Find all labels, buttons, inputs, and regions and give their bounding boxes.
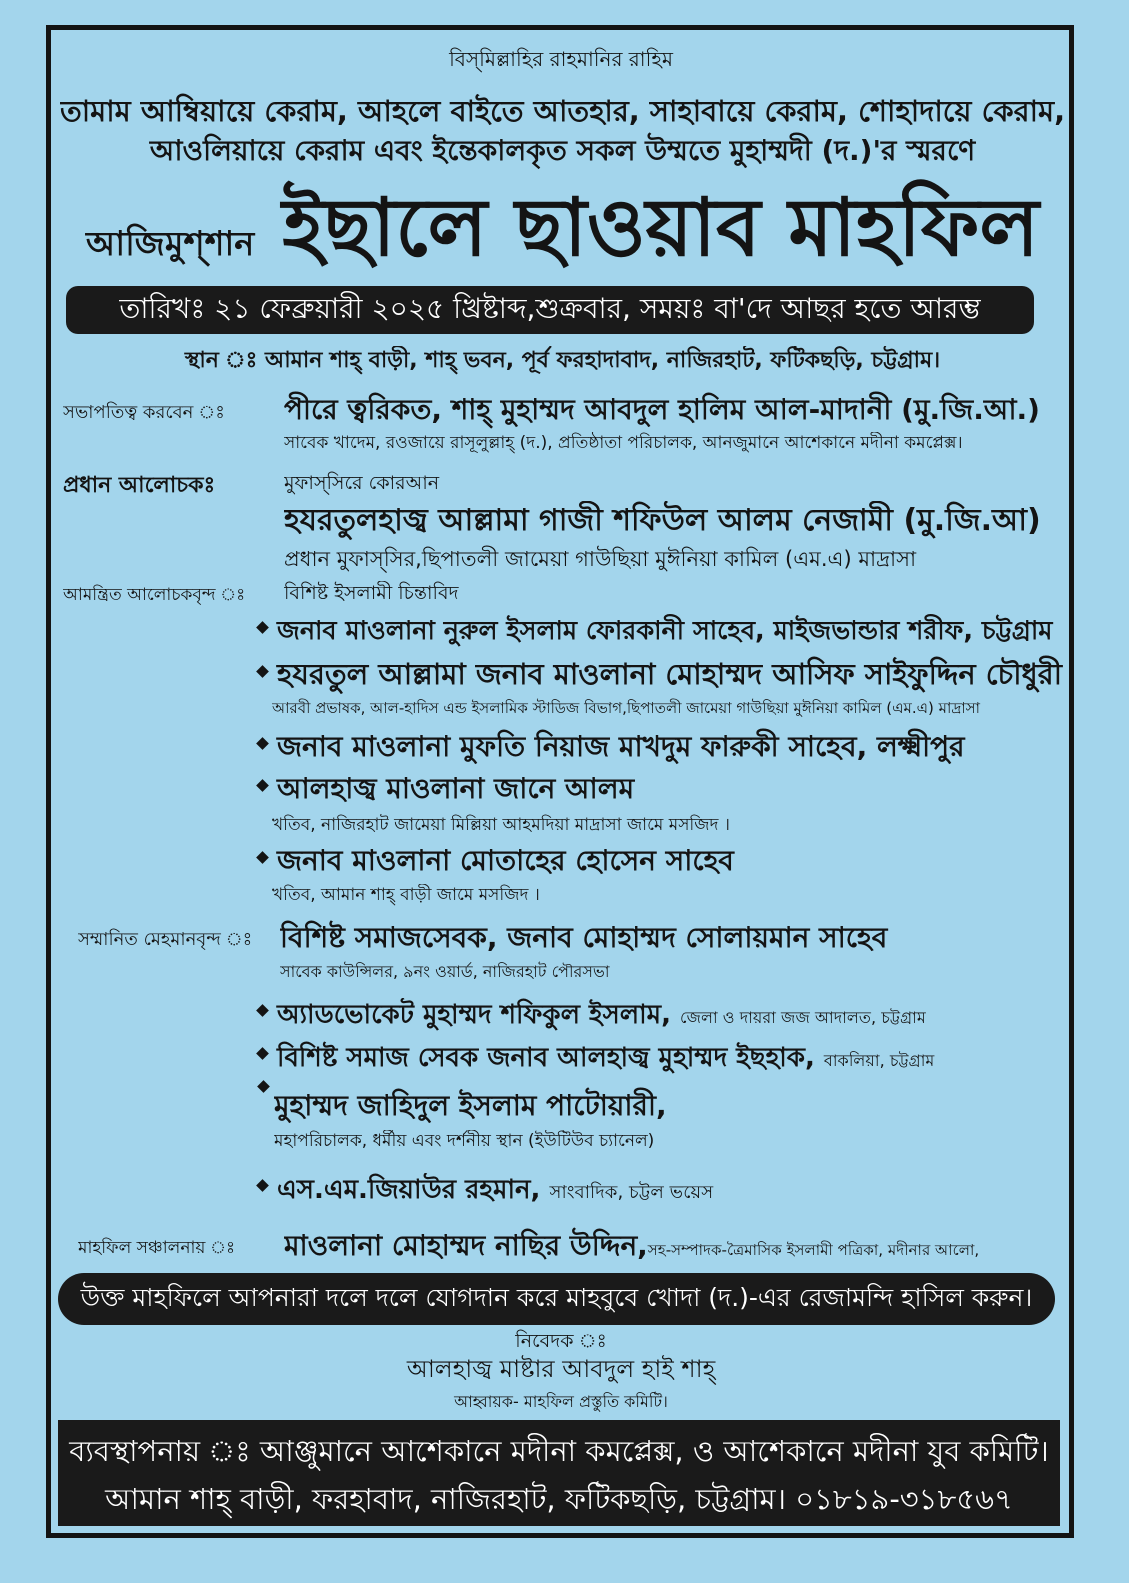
event-title: ইছালে ছাওয়াব মাহফিল (282, 181, 1039, 274)
invited-speaker-name: হযরতুল আল্লামা জনাব মাওলানা মোহাম্মদ আসিফ সাইফুদ্দিন চৌধুরী (277, 657, 1063, 691)
invitation-bar (58, 1273, 1055, 1325)
anchor-label: মাহফিল সঞ্চালনায় ঃ (78, 1238, 236, 1258)
organizer-address: আমান শাহ্‌ বাড়ী, ফরহাবাদ, নাজিরহাট, ফটিকছড়ি, চট্টগ্রাম। (105, 1482, 786, 1516)
venue-line: স্থান ঃ আমান শাহ্‌ বাড়ী, শাহ্‌ ভবন, পূর্ব ফরহাদাবাদ, নাজিরহাট, ফটিকছড়ি, চট্টগ্রাম। (184, 348, 941, 373)
invited-speaker-details: আরবী প্রভাষক, আল-হাদিস এন্ড ইসলামিক স্টাডিজ বিভাগ,ছিপাতলী জামেয়া গাউছিয়া মুঈনিয়া কামিল (এম.এ) মাদ্রাসা (272, 699, 980, 717)
invited-speaker-row (254, 842, 1066, 880)
main-speaker-name: হযরতুলহাজ্ব আল্লামা গাজী শফিউল আলম নেজামী (মু.জি.আ) (284, 503, 1041, 538)
main-speaker-details: প্রধান মুফাস্‌সির,ছিপাতলী জামেয়া গাউছিয়া মুঈনিয়া কামিল (এম.এ) মাদ্রাসা (284, 547, 917, 571)
diamond-bullet-icon (256, 1004, 269, 1017)
honored-guests-label: সম্মানিত মেহমানবৃন্দ ঃ (78, 929, 253, 950)
schedule-bar (66, 286, 1034, 334)
chair-label: সভাপতিত্ব করবেন ঃ (63, 402, 225, 423)
submitted-by-name: আলহাজ্ব মাষ্টার আবদুল হাই শাহ্‌ (406, 1355, 716, 1383)
submitted-by-role: আহ্বায়ক- মাহফিল প্রস্তুতি কমিটি। (454, 1392, 668, 1411)
invited-speaker-row (254, 728, 1066, 766)
invited-speaker-details: খতিব, আমান শাহ্‌ বাড়ী জামে মসজিদ । (272, 885, 540, 905)
event-title-prefix: আজিমুশ্‌শান (86, 224, 255, 263)
anchor-name: মাওলানা মোহাম্মদ নাছির উদ্দিন, (284, 1229, 648, 1262)
diamond-bullet-icon (256, 779, 269, 792)
invited-speaker-name: জনাব মাওলানা মুফতি নিয়াজ মাখদুম ফারুকী সাহেব, লক্ষ্মীপুর (277, 730, 965, 763)
honored-guest-details: সাংবাদিক, চট্টল ভয়েস (549, 1182, 714, 1203)
organizer-footer (58, 1420, 1060, 1526)
anchor-row (284, 1227, 1060, 1265)
invited-speaker-row (254, 655, 1066, 694)
invitation-text: উক্ত মাহফিলে আপনারা দলে দলে যোগদান করে মাহবুবে খোদা (দ.)-এর রেজামন্দি হাসিল করুন। (80, 1282, 1033, 1312)
schedule-text: তারিখঃ ২১ ফেব্রুয়ারী ২০২৫ খ্রিষ্টাব্দ,শুক্রবার, সময়ঃ বা'দে আছর হতে আরম্ভ (119, 291, 981, 325)
invited-speaker-name: জনাব মাওলানা মোতাহের হোসেন সাহেব (277, 844, 734, 877)
main-speaker-label: প্রধান আলোচকঃ (63, 473, 216, 498)
chair-details: সাবেক খাদেম, রওজায়ে রাসূলুল্লাহ্‌ (দ.), প্রতিষ্ঠাতা পরিচালক, আনজুমানে আশেকানে মদীনা কমপ্লেক্স। (284, 433, 963, 453)
honored-guest-name: অ্যাডভোকেট মুহাম্মদ শফিকুল ইসলাম, (277, 1000, 671, 1030)
invited-speaker-row (254, 770, 1066, 808)
main-speaker-title: মুফাস্‌সিরে কোরআন (284, 472, 440, 494)
invited-speaker-name: আলহাজ্ব মাওলানা জানে আলম (277, 772, 635, 805)
honored-guest-details: জেলা ও দায়রা জজ আদালত, চট্টগ্রাম (680, 1008, 926, 1027)
bismillah-line: বিস্‌মিল্লাহির রাহমানির রাহিম (449, 47, 673, 71)
diamond-bullet-icon (256, 621, 269, 634)
honored-guest-row (254, 1041, 1066, 1076)
contact-phone: ০১৮১৯-৩১৮৫৬৭ (795, 1482, 1013, 1516)
invited-speaker-row (254, 614, 1066, 648)
honored-guest-details: মহাপরিচালক, ধর্মীয় এবং দর্শনীয় স্থান (ইউটিউব চ্যানেল) (274, 1131, 655, 1151)
diamond-bullet-icon (256, 665, 269, 678)
honored-guest-details: বাকলিয়া, চট্টগ্রাম (823, 1051, 935, 1070)
diamond-bullet-icon (256, 1179, 269, 1192)
diamond-bullet-icon (256, 851, 269, 864)
honored-guest-row (254, 998, 1066, 1033)
honored-guest-name: মুহাম্মদ জাহিদুল ইসলাম পাটোয়ারী, (274, 1089, 667, 1122)
honored-guest-name: বিশিষ্ট সমাজ সেবক জনাব আলহাজ্ব মুহাম্মদ ইছহাক, (277, 1043, 815, 1073)
invited-speaker-name: জনাব মাওলানা নুরুল ইসলাম ফোরকানী সাহেব, মাইজভান্ডার শরীফ, চট্টগ্রাম (277, 616, 1053, 646)
dedication-line-2: আওলিয়ায়ে কেরাম এবং ইন্তেকালকৃত সকল উম্মতে মুহাম্মদী (দ.)'র স্মরণে (149, 134, 976, 167)
invited-speakers-subtitle: বিশিষ্ট ইসলামী চিন্তাবিদ (284, 582, 459, 604)
chair-name: পীরে ত্বরিকত, শাহ্‌ মুহাম্মদ আবদুল হালিম আল-মাদানী (মু.জি.আ.) (284, 393, 1040, 426)
diamond-bullet-icon (256, 737, 269, 750)
invited-speaker-details: খতিব, নাজিরহাট জামেয়া মিল্লিয়া আহমদিয়া মাদ্রাসা জামে মসজিদ । (272, 815, 730, 835)
submitted-by-label: নিবেদক ঃ (515, 1330, 607, 1352)
invited-speakers-label: আমন্ত্রিত আলোচকবৃন্দ ঃ (63, 585, 246, 605)
address-line (68, 1476, 1050, 1522)
honored-guest-name: এস.এম.জিয়াউর রহমান, (277, 1175, 541, 1205)
honored-guest-name: বিশিষ্ট সমাজসেবক, জনাব মোহাম্মদ সোলায়মান সাহেব (280, 921, 888, 954)
honored-guest-details: সাবেক কাউন্সিলর, ৯নং ওয়ার্ড, নাজিরহাট পৌরসভা (280, 962, 610, 981)
honored-guest-row (254, 1173, 1066, 1208)
organizer-line: ব্যবস্থাপনায় ঃ আঞ্জুমানে আশেকানে মদীনা কমপ্লেক্স, ও আশেকানে মদীনা যুব কমিটি। (69, 1434, 1049, 1468)
anchor-details: সহ-সম্পাদক-ত্রৈমাসিক ইসলামী পত্রিকা, মদীনার আলো, (647, 1241, 980, 1259)
event-title-row (70, 178, 1055, 278)
diamond-bullet-icon (256, 1047, 269, 1060)
dedication-line-1: তামাম আম্বিয়ায়ে কেরাম, আহলে বাইতে আতহার, সাহাবায়ে কেরাম, শোহাদায়ে কেরাম, (60, 94, 1065, 128)
